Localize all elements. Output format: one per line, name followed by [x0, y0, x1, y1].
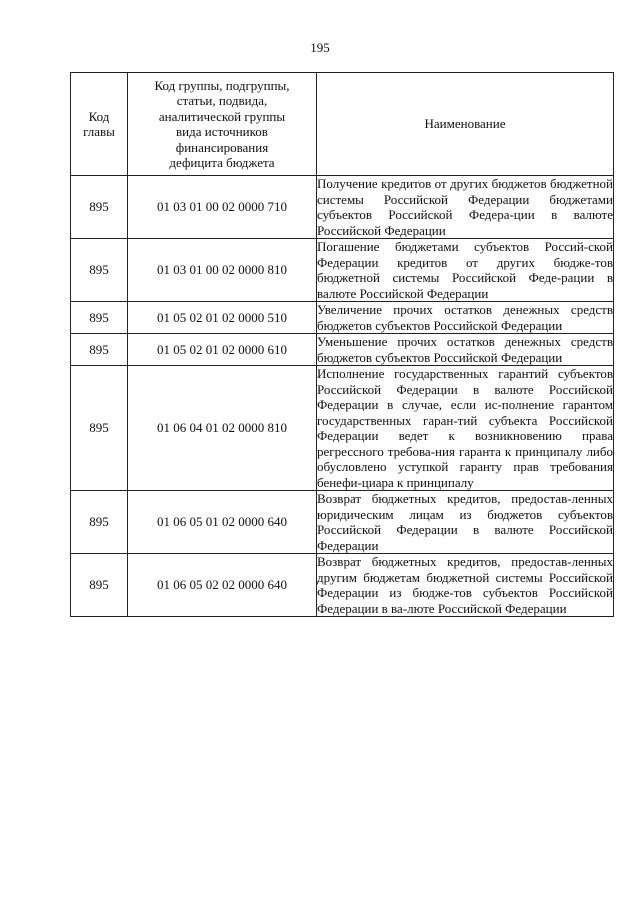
source-name-cell: Возврат бюджетных кредитов, предостав-ленных юридическим лицам из бюджетов субъектов Российской Федерации в валюте Российской Федерации [317, 491, 613, 553]
source-code-cell: 01 06 05 02 02 0000 640 [128, 554, 317, 617]
source-code-cell: 01 03 01 00 02 0000 710 [128, 176, 317, 239]
source-name-cell: Погашение бюджетами субъектов Россий-ской Федерации кредитов от других бюдже-тов бюджетной системы Российской Феде-рации в валюте Российской Федерации [317, 239, 613, 301]
source-name-cell: Увеличение прочих остатков денежных средств бюджетов субъектов Российской Федерации [317, 302, 613, 333]
header-code-line: дефицита бюджета [169, 155, 275, 170]
header-code-line: финансирования [175, 139, 269, 155]
chapter-code-cell: 895 [71, 554, 128, 617]
header-chapter-code [71, 73, 128, 176]
header-code-line: вида источников [176, 124, 268, 139]
source-name-cell: Исполнение государственных гарантий субъектов Российской Федерации в валюте Российской Федерации в случае, если ис-полнение гарантом государственных гаран-тий субъекта Российской Федерации ведет к возникновению права регрессного требова-ния гаранта к принципалу либо обусловлено уступкой гаранту прав требования бенефи-циара к принципалу [317, 366, 613, 490]
header-chapter-line: главы [83, 124, 115, 139]
chapter-code-cell: 895 [71, 334, 128, 366]
source-code-cell: 01 06 05 01 02 0000 640 [128, 491, 317, 554]
budget-sources-table [70, 72, 614, 617]
table-row [71, 302, 614, 334]
table-row [71, 491, 614, 554]
chapter-code-cell: 895 [71, 491, 128, 554]
source-name-cell: Возврат бюджетных кредитов, предостав-ленных другим бюджетам бюджетной системы Российской Федерации из бюдже-тов субъектов Российской Федерации в ва-люте Российской Федерации [317, 554, 613, 616]
header-name: Наименование [317, 73, 614, 176]
table-row [71, 366, 614, 491]
header-code-line: Код группы, подгруппы, [154, 77, 290, 93]
chapter-code-cell: 895 [71, 366, 128, 491]
table-row [71, 176, 614, 239]
source-name-cell: Уменьшение прочих остатков денежных средств бюджетов субъектов Российской Федерации [317, 334, 613, 365]
source-code-cell: 01 03 01 00 02 0000 810 [128, 239, 317, 302]
header-code-line: статьи, подвида, [176, 93, 268, 108]
table-row [71, 334, 614, 366]
header-chapter-line: Код [88, 108, 110, 124]
chapter-code-cell: 895 [71, 176, 128, 239]
source-code-cell: 01 05 02 01 02 0000 510 [128, 302, 317, 334]
table-row [71, 554, 614, 617]
header-code-line: аналитической группы [158, 108, 286, 124]
source-code-cell: 01 05 02 01 02 0000 610 [128, 334, 317, 366]
chapter-code-cell: 895 [71, 302, 128, 334]
header-group-code [128, 73, 317, 176]
table-header [71, 73, 614, 176]
source-code-cell: 01 06 04 01 02 0000 810 [128, 366, 317, 491]
chapter-code-cell: 895 [71, 239, 128, 302]
table-row [71, 239, 614, 302]
header-row [71, 73, 614, 176]
page-number: 195 [310, 40, 330, 55]
table-body [71, 176, 614, 617]
source-name-cell: Получение кредитов от других бюджетов бюджетной системы Российской Федерации бюджетами субъектов Российской Федера-ции в валюте Российской Федерации [317, 176, 613, 238]
